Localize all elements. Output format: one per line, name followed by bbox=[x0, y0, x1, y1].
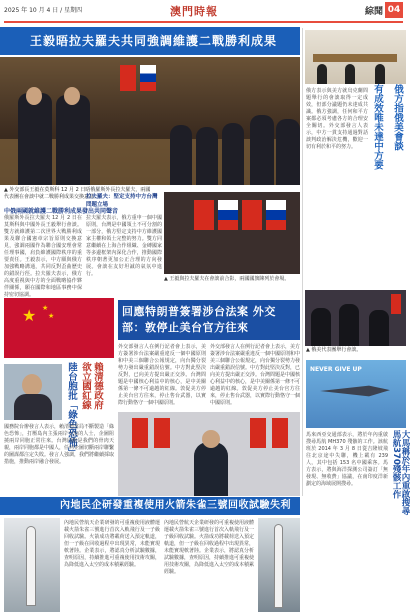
page-header bbox=[0, 0, 407, 22]
taiwan-flag-photo: ★ ★ ★ bbox=[4, 298, 114, 358]
second-headline: 回應特朗普簽署涉台法案 外交部：敦停止美台官方往來 bbox=[118, 300, 300, 340]
bottom-body-col1: 內地民營航天企業研發的可重複使用液體運載火箭朱雀三號進行首次入軌飛行及一子級回收試驗。火箭成功將載荷送入預定軌道，但一子級在回收過程中出現異常，未能實現軟著陸。企業表示，將認真分析試驗數據，查明原因，持續推進可重複使用技術攻關，為降低進入太空的成本積累經驗。 bbox=[64, 520, 160, 568]
page-number: 04 bbox=[385, 2, 403, 18]
bottom-body-col2: 內地民營航天企業研發的可重複使用液體運載火箭朱雀三號進行首次入軌飛行及一子級回收試驗。火箭成功將載荷送入預定軌道，但一子級在回收過程中出現異常，未能實現軟著陸。企業表示，將認真分析試驗數據，查明原因，持續推進可重複使用技術攻關，為降低進入太空的成本積累經驗。 bbox=[164, 520, 255, 575]
mh370-photo-text: NEVER GIVE UP bbox=[310, 366, 362, 373]
talks-photo bbox=[305, 30, 406, 84]
masthead: 澳門時報 bbox=[170, 5, 218, 18]
meeting-photo-caption: ▲ 王毅與拉夫羅夫在會談前合影，兩國國旗陳列於會場。 bbox=[164, 276, 290, 282]
left-headline-a: 賴清德政府 bbox=[92, 362, 103, 410]
right-headline-a: 俄方指俄美會談 bbox=[392, 84, 403, 151]
mh370-photo bbox=[306, 360, 406, 428]
second-body-col2: 外交部發言人在例行記者會上表示，美方簽署涉台法案嚴重違反一個中國原則和中美三個聯合公報規定，向台獨分裂勢力發出嚴重錯誤信號。中方對此堅決反對，已向美方提出嚴正交涉。台灣問題是中國核心利益中的核心，是中美關係第一條不可逾越的紅線。敦促美方停止美台官方往來，停止售台武器，以實際行動恪守一個中國原則。 bbox=[210, 344, 301, 406]
mh370-body: 馬來西亞交通部表示，將於年內重啟搜尋馬航 MH370 殘骸的工作。該航班於 2014 年 3 月 8 日從吉隆坡飛往北京途中失聯，機上載有 239 人，其中包括 153 名中國乘客。馬方表示，將與海洋探測公司簽訂「無發現、無收費」協議，在南印度洋新劃定的海域展開搜尋。 bbox=[306, 432, 388, 487]
column-rule bbox=[302, 28, 303, 496]
second-body-col1: 外交部發言人在例行記者會上表示，美方簽署涉台法案嚴重違反一個中國原則和中美三個聯合公報規定，向台獨分裂勢力發出嚴重錯誤信號。中方對此堅決反對，已向美方提出嚴正交涉。台灣問題是中國核心利益中的核心，是中美關係第一條不可逾越的紅線。敦促美方停止美台官方往來，停止售台武器，以實際行動恪守一個中國原則。 bbox=[118, 344, 206, 406]
left-headline-c: 陸台胞批「綠色恐怖」 bbox=[66, 362, 77, 457]
rocket-photo-left bbox=[4, 518, 60, 612]
lead-subhead-2: 拉夫羅夫：堅定支持中方台灣問題立場 bbox=[86, 194, 158, 208]
header-divider bbox=[4, 21, 403, 23]
meeting-flags-photo bbox=[164, 192, 300, 274]
lead-photo-caption: ▲ 外交部長王毅在莫斯科 12 月 2 日晤俄羅斯外長拉夫羅夫，兩國代表團在會談中就二戰勝利成果交換意見。 bbox=[4, 187, 151, 200]
section-label: 綜聞 bbox=[364, 7, 383, 17]
portrait-photo bbox=[4, 364, 62, 420]
issue-date: 2025 年 10 月 4 日 / 星期四 bbox=[4, 7, 83, 14]
right-body: 俄方表示與美方就烏克蘭問題舉行的會談取得一定成效，但部分議題仍未達成共識。俄方強調，任何和平方案都必須考慮各方的合理安全關切。外交部發言人表示，中方一貫支持通過對話談判政治解決危機，歡迎一切有利於和平的努力。 bbox=[306, 88, 368, 150]
lead-body-col2: 拉夫羅夫表示，俄方重申一個中國原則，台灣是中國領土不可分割的一部分，俄方堅定支持中方維護國家主權和領土完整的努力。雙方同意繼續在上海合作組織、金磚國家等多邊框架內深化合作，推動國際秩序朝著更加公正合理的方向發展。會談在友好坦誠的氣氛中進行。 bbox=[86, 215, 162, 277]
bottom-headline: 內地民企研發重複使用火箭朱雀三號回收試驗失利 bbox=[0, 497, 300, 515]
mh370-headline: 大馬稱於年內重啟搜尋馬航370殘骸工作 bbox=[391, 430, 410, 515]
lead-subhead: 中俄兩國就維護二戰勝利成果發出共同聲音 bbox=[4, 208, 119, 215]
right-headline-b: 有成效唯未達中方要 bbox=[372, 84, 383, 170]
lead-body-col1: 俄羅斯外長拉夫羅夫 12 月 2 日在莫斯科與中國外長王毅舉行會談。雙方就維護第二次世界大戰勝利成果及聯合國憲章宗旨原則交換意見，強調兩國作為聯合國安理會常任理事國，肩負維護國際秩序的重要責任。王毅表示，中方願與俄方加強戰略溝通，共同反對歪曲歷史的錯誤行徑。拉夫羅夫表示，俄方高度重視與中方的全面戰略協作夥伴關係，願在國際和地區事務中保持密切協調。 bbox=[4, 215, 82, 298]
spokesperson-photo bbox=[118, 412, 300, 496]
lead-headline: 王毅晤拉夫羅夫共同強調維護二戰勝利成果 bbox=[0, 27, 300, 55]
delegation-photo bbox=[305, 290, 406, 346]
rocket-photo-right bbox=[258, 518, 300, 612]
left-headline-b: 欲立國紅線 bbox=[80, 362, 91, 410]
lead-photo bbox=[0, 57, 300, 185]
left-body: 國務院台辦發言人表示，賴清德當局不斷製造「綠色恐怖」，打壓島內主張兩岸交流的人士，企圖阻撓兩岸同胞正常往來。台灣同胞是我們的骨肉天親，兩岸同胞都是中國人，任何企圖切斷兩岸聯繫的圖謀都注定失敗。發言人強調，我們將繼續採取措施，推動兩岸融合發展。 bbox=[4, 424, 115, 465]
delegation-photo-caption: ▲ 俄美代表團舉行會談。 bbox=[306, 347, 362, 353]
